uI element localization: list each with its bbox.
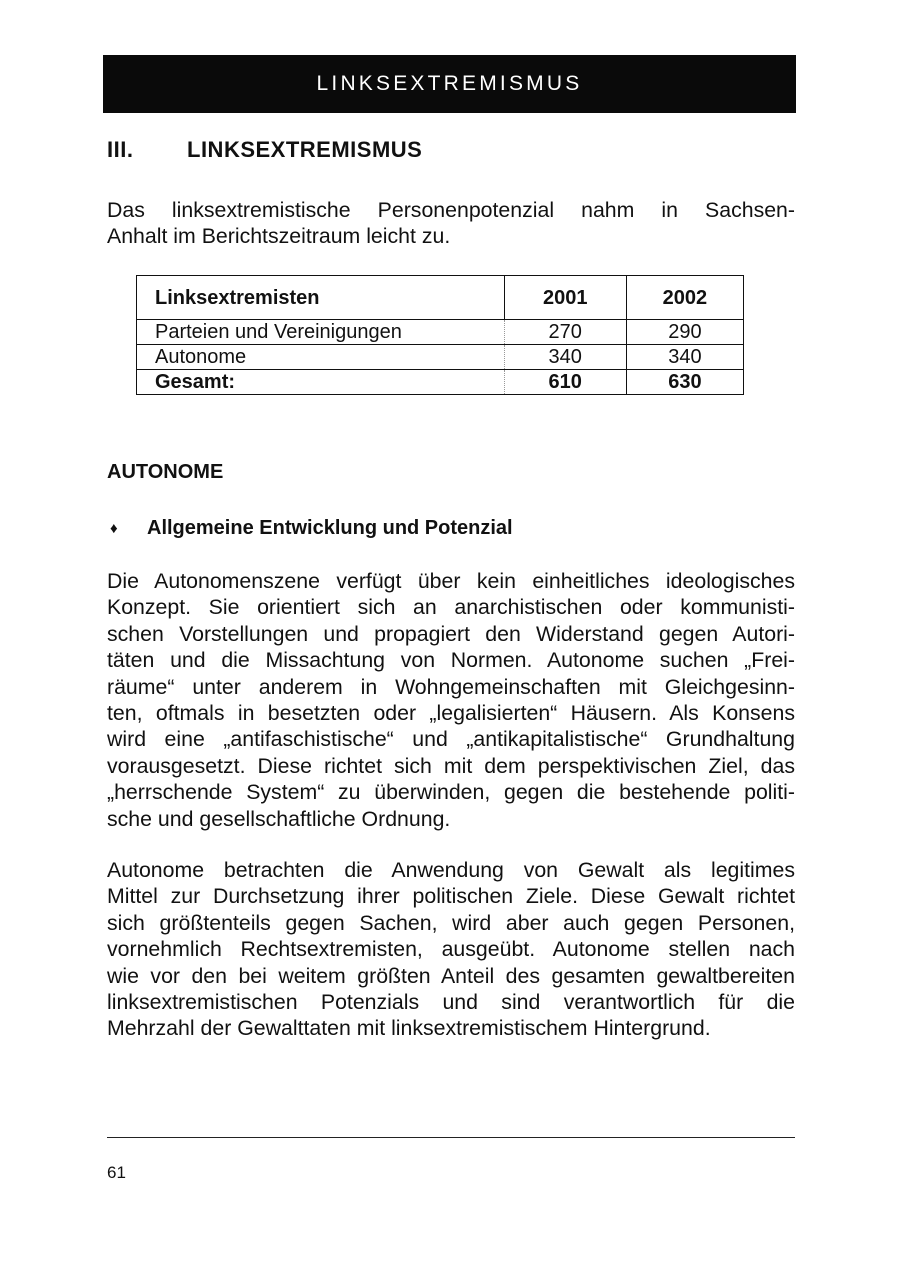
column-header-category: Linksextremisten: [137, 276, 505, 320]
diamond-bullet-icon: ♦: [110, 520, 118, 537]
bullet-heading: [110, 517, 513, 540]
table-row-total: [137, 370, 744, 395]
text-line: wird eine „antifaschistische“ und „antikapitalistische“ Grundhaltung: [107, 727, 795, 752]
text-line: sich größtenteils gegen Sachen, wird aber auch gegen Personen,: [107, 910, 795, 935]
row-label: Gesamt:: [137, 370, 505, 395]
column-header-2001: 2001: [504, 276, 626, 320]
bullet-heading-text: Allgemeine Entwicklung und Potenzial: [147, 517, 513, 539]
body-paragraph-1: [107, 568, 795, 832]
text-line: täten und die Missachtung von Normen. Autonome suchen „Frei-: [107, 648, 795, 673]
text-line: Mehrzahl der Gewalttaten mit linksextremistischem Hintergrund.: [107, 1016, 711, 1041]
text-line: Anhalt im Berichtszeitraum leicht zu.: [107, 224, 451, 249]
text-line: „herrschende System“ zu überwinden, gegen die bestehende politi-: [107, 780, 795, 805]
table-row: [137, 345, 744, 370]
value-2001: 610: [504, 370, 626, 395]
value-2001: 270: [504, 320, 626, 345]
statistics-table: [136, 275, 744, 395]
row-label: Parteien und Vereinigungen: [137, 320, 505, 345]
text-line: schen Vorstellungen und propagiert den Widerstand gegen Autori-: [107, 621, 795, 646]
text-line: sche und gesellschaftliche Ordnung.: [107, 806, 451, 831]
value-2002: 290: [626, 320, 743, 345]
text-line: Die Autonomenszene verfügt über kein einheitliches ideologisches: [107, 569, 795, 593]
table-row: [137, 320, 744, 345]
text-line: Autonome betrachten die Anwendung von Gewalt als legitimes: [107, 858, 795, 882]
text-line: räume“ unter anderem in Wohngemeinschaften mit Gleichgesinn-: [107, 674, 795, 699]
section-title: LINKSEXTREMISMUS: [187, 137, 423, 162]
subsection-heading: AUTONOME: [107, 461, 224, 483]
text-line: wie vor den bei weitem größten Anteil des gesamten gewaltbereiten: [107, 963, 795, 988]
chapter-header-title: LINKSEXTREMISMUS: [316, 72, 583, 95]
body-paragraph-2: [107, 857, 795, 1042]
value-2002: 340: [626, 345, 743, 370]
text-line: Mittel zur Durchsetzung ihrer politischen Ziele. Diese Gewalt richtet: [107, 884, 795, 909]
text-line: vornehmlich Rechtsextremisten, ausgeübt. Autonome stellen nach: [107, 937, 795, 962]
value-2002: 630: [626, 370, 743, 395]
section-heading: [107, 137, 422, 163]
page-number: 61: [107, 1163, 126, 1182]
text-line: vorausgesetzt. Diese richtet sich mit dem perspektivischen Ziel, das: [107, 753, 795, 778]
text-line: Konzept. Sie orientiert sich an anarchistischen oder kommunisti-: [107, 595, 795, 620]
footer-divider: [107, 1137, 795, 1138]
intro-paragraph: [107, 197, 795, 250]
text-line: linksextremistischen Potenzials und sind verantwortlich für die: [107, 990, 795, 1015]
table-header-row: [137, 276, 744, 320]
text-line: Das linksextremistische Personenpotenzial nahm in Sachsen-: [107, 198, 795, 222]
value-2001: 340: [504, 345, 626, 370]
column-header-2002: 2002: [626, 276, 743, 320]
text-line: ten, oftmals in besetzten oder „legalisierten“ Häusern. Als Konsens: [107, 701, 795, 726]
section-number: III.: [107, 137, 134, 162]
row-label: Autonome: [137, 345, 505, 370]
chapter-header-bar: [103, 55, 796, 113]
